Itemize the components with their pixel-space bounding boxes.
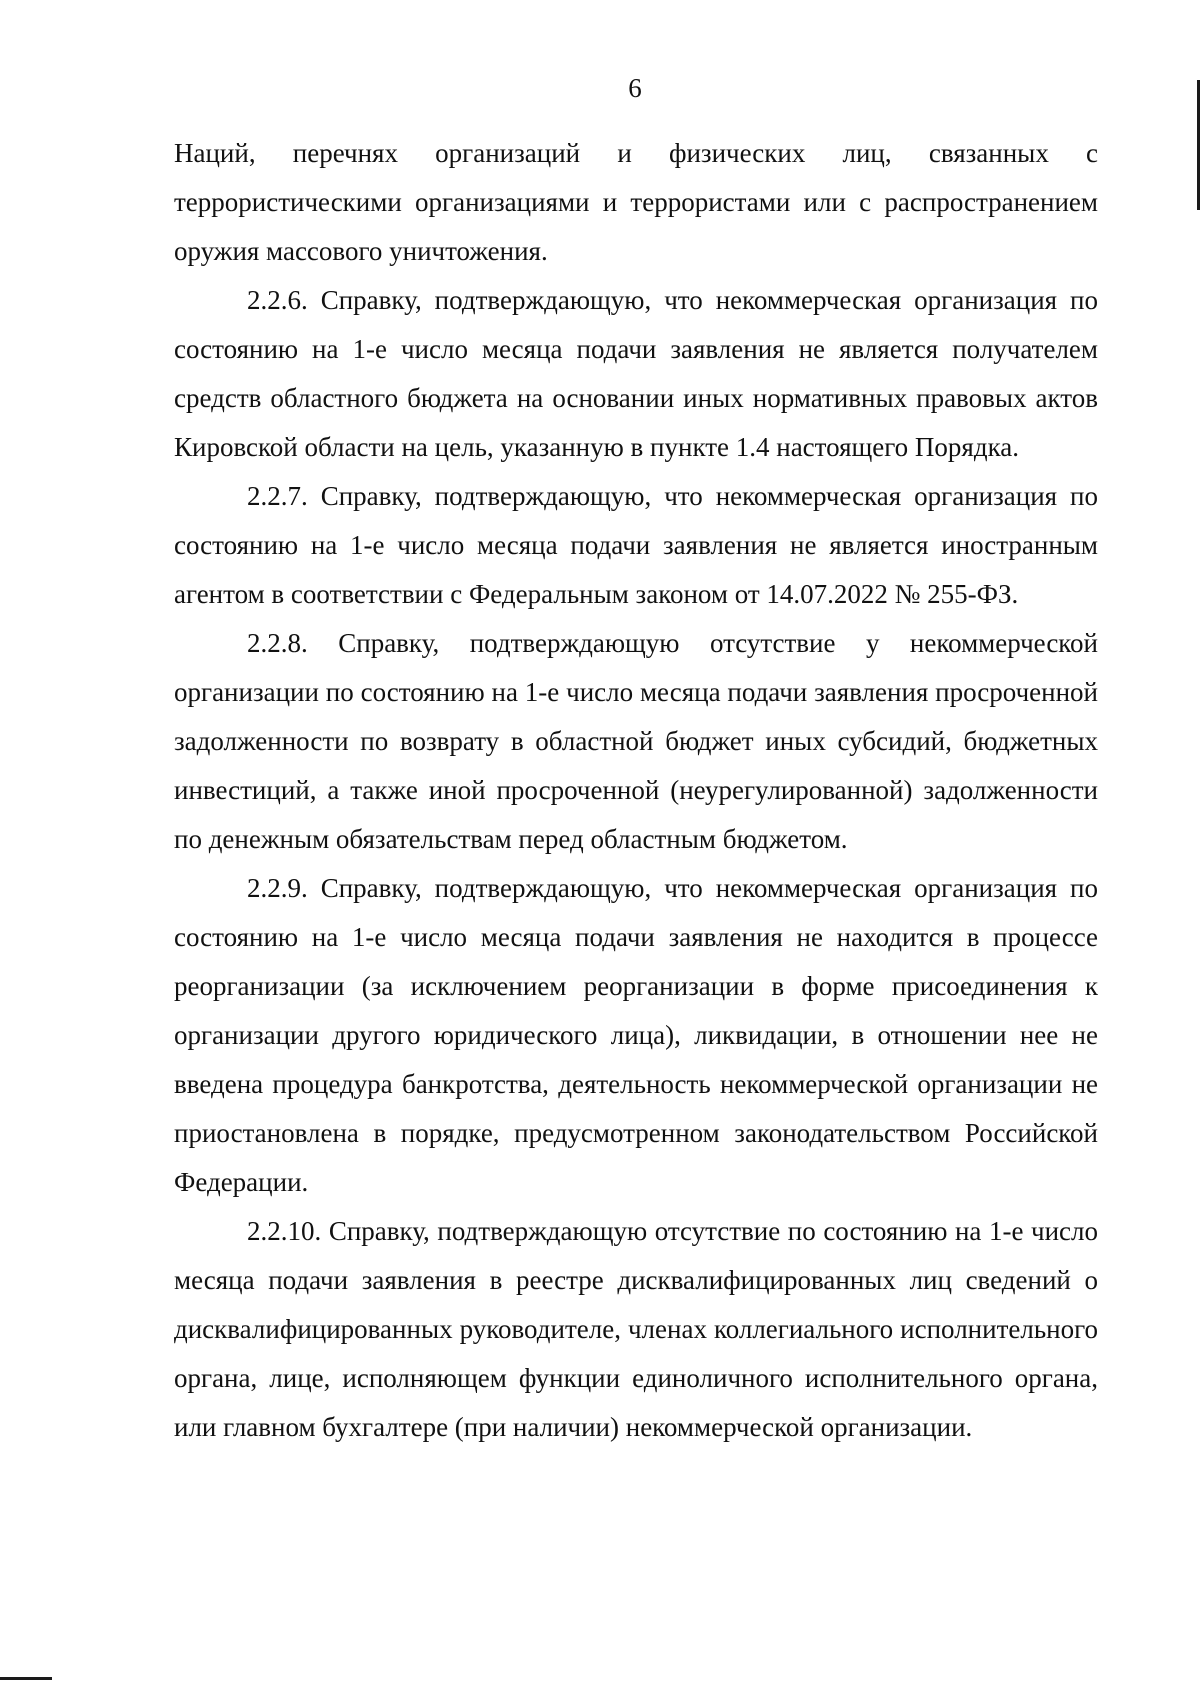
scan-edge-bottom [0, 1677, 52, 1680]
paragraph-2-2-10: 2.2.10. Справку, подтверждающую отсутствие по состоянию на 1-е число месяца подачи заявления в реестре дисквалифицированных лиц сведений о дисквалифицированных руководителе, членах коллегиального исполнительного органа, лице, исполняющем функции единоличного исполнительного органа, или главном бухгалтере (при наличии) некоммерческой организации. [174, 1216, 1098, 1442]
paragraph-2-2-7: 2.2.7. Справку, подтверждающую, что некоммерческая организация по состоянию на 1-е число месяца подачи заявления не является иностранным агентом в соответствии с Федеральным законом от 14.07.2022 № 255-ФЗ. [174, 481, 1098, 609]
document-body [174, 129, 1098, 1452]
paragraph-continuation: Наций, перечнях организаций и физических лиц, связанных с террористическими организациями и террористами или с распространением оружия массового уничтожения. [174, 138, 1098, 266]
paragraph-2-2-9: 2.2.9. Справку, подтверждающую, что некоммерческая организация по состоянию на 1-е число месяца подачи заявления не находится в процессе реорганизации (за исключением реорганизации в форме присоединения к организации другого юридического лица), ликвидации, в отношении нее не введена процедура банкротства, деятельность некоммерческой организации не приостановлена в порядке, предусмотренном законодательством Российской Федерации. [174, 873, 1098, 1197]
page-number: 6 [628, 73, 642, 103]
paragraph-2-2-8: 2.2.8. Справку, подтверждающую отсутствие у некоммерческой организации по состоянию на 1-е число месяца подачи заявления просроченной задолженности по возврату в областной бюджет иных субсидий, бюджетных инвестиций, а также иной просроченной (неурегулированной) задолженности по денежным обязательствам перед областным бюджетом. [174, 628, 1098, 854]
paragraph-2-2-6: 2.2.6. Справку, подтверждающую, что некоммерческая организация по состоянию на 1-е число месяца подачи заявления не является получателем средств областного бюджета на основании иных нормативных правовых актов Кировской области на цель, указанную в пункте 1.4 настоящего Порядка. [174, 285, 1098, 462]
